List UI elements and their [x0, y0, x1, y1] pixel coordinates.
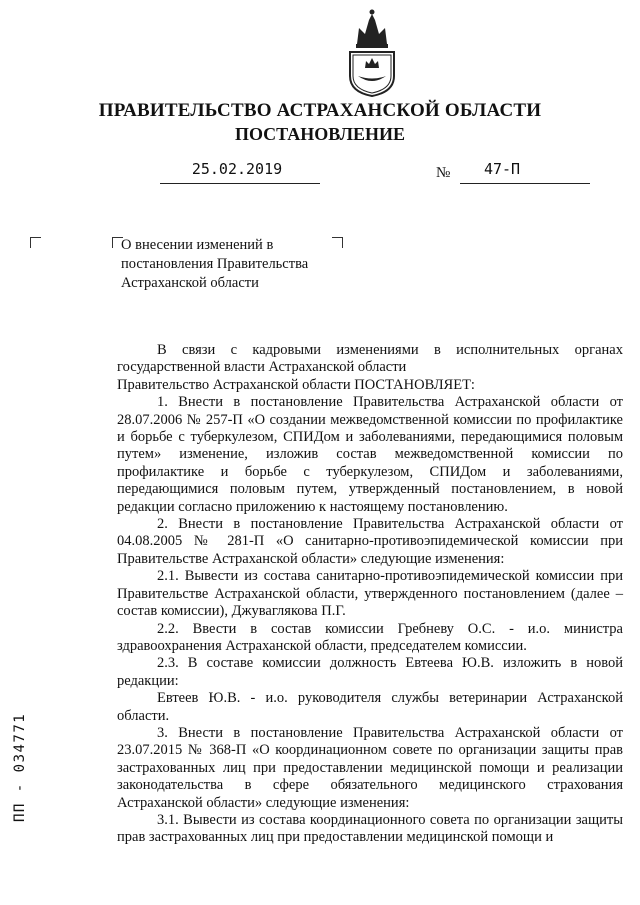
- document-date: 25.02.2019: [191, 160, 283, 178]
- intro-paragraph: В связи с кадровыми изменениями в исполнительных органах государственной власти Астраханской области: [117, 342, 623, 376]
- clause-3-1: 3.1. Вывести из состава координационного совета по организации защиты прав застрахованных лиц при предоставлении медицинской помощи и: [117, 811, 623, 846]
- corner-mark-left: [30, 237, 41, 248]
- government-title: ПРАВИТЕЛЬСТВО АСТРАХАНСКОЙ ОБЛАСТИ: [98, 100, 542, 121]
- clause-2-3: 2.3. В составе комиссии должность Евтеева Ю.В. изложить в новой редакции:: [117, 655, 623, 689]
- document-number: 47-П: [483, 160, 521, 178]
- clause-2-2: 2.2. Ввести в состав комиссии Гребневу О.С. - и.о. министра здравоохранения Астраханской области, председателем комиссии.: [117, 620, 623, 654]
- document-type: ПОСТАНОВЛЕНИЕ: [234, 124, 406, 144]
- clause-2: 2. Внести в постановление Правительства Астраханской области от 04.08.2005 № 281-П «О санитарно-противоэпидемической комиссии при Правительстве Астраханской области» следующие изменения:: [117, 516, 623, 567]
- document-body: [117, 342, 623, 847]
- number-underline: [460, 183, 590, 184]
- coat-of-arms-icon: [345, 6, 399, 98]
- document-subject: О внесении изменений в постановления Правительства Астраханской области: [121, 237, 309, 291]
- clause-2-1: 2.1. Вывести из состава санитарно-противоэпидемической комиссии при Правительстве Астраханской области, утвержденного постановлением (далее – состав комиссии), Джуваглякова П.Г.: [117, 568, 623, 620]
- serial-number: ПП - 034771: [12, 712, 28, 822]
- date-underline: [160, 183, 320, 184]
- number-sign: №: [436, 165, 451, 181]
- clause-1: 1. Внести в постановление Правительства Астраханской области от 28.07.2006 № 257-П «О создании межведомственной комиссии по профилактике и борьбе с туберкулезом, СПИДом и заболеваниями, передающимися половым путем» изменение, изложив состав межведомственной комиссии по профилактике и борьбе с туберкулезом, СПИДом и заболеваниями, передающимися половым путем, утвержденный постановлением, в новой редакции согласно приложению к настоящему постановлению.: [117, 394, 623, 515]
- clause-2-3-text: Евтеев Ю.В. - и.о. руководителя службы ветеринарии Астраханской области.: [117, 690, 623, 724]
- clause-3: 3. Внести в постановление Правительства Астраханской области от 23.07.2015 № 368-П «О координационном совете по организации защиты прав застрахованных лиц при предоставлении медицинской помощи и реализации законодательства в сфере обязательного медицинского страхования Астраханской области» следующие изменения:: [117, 724, 623, 811]
- resolution-statement: Правительство Астраханской области ПОСТАНОВЛЯЕТ:: [117, 376, 475, 393]
